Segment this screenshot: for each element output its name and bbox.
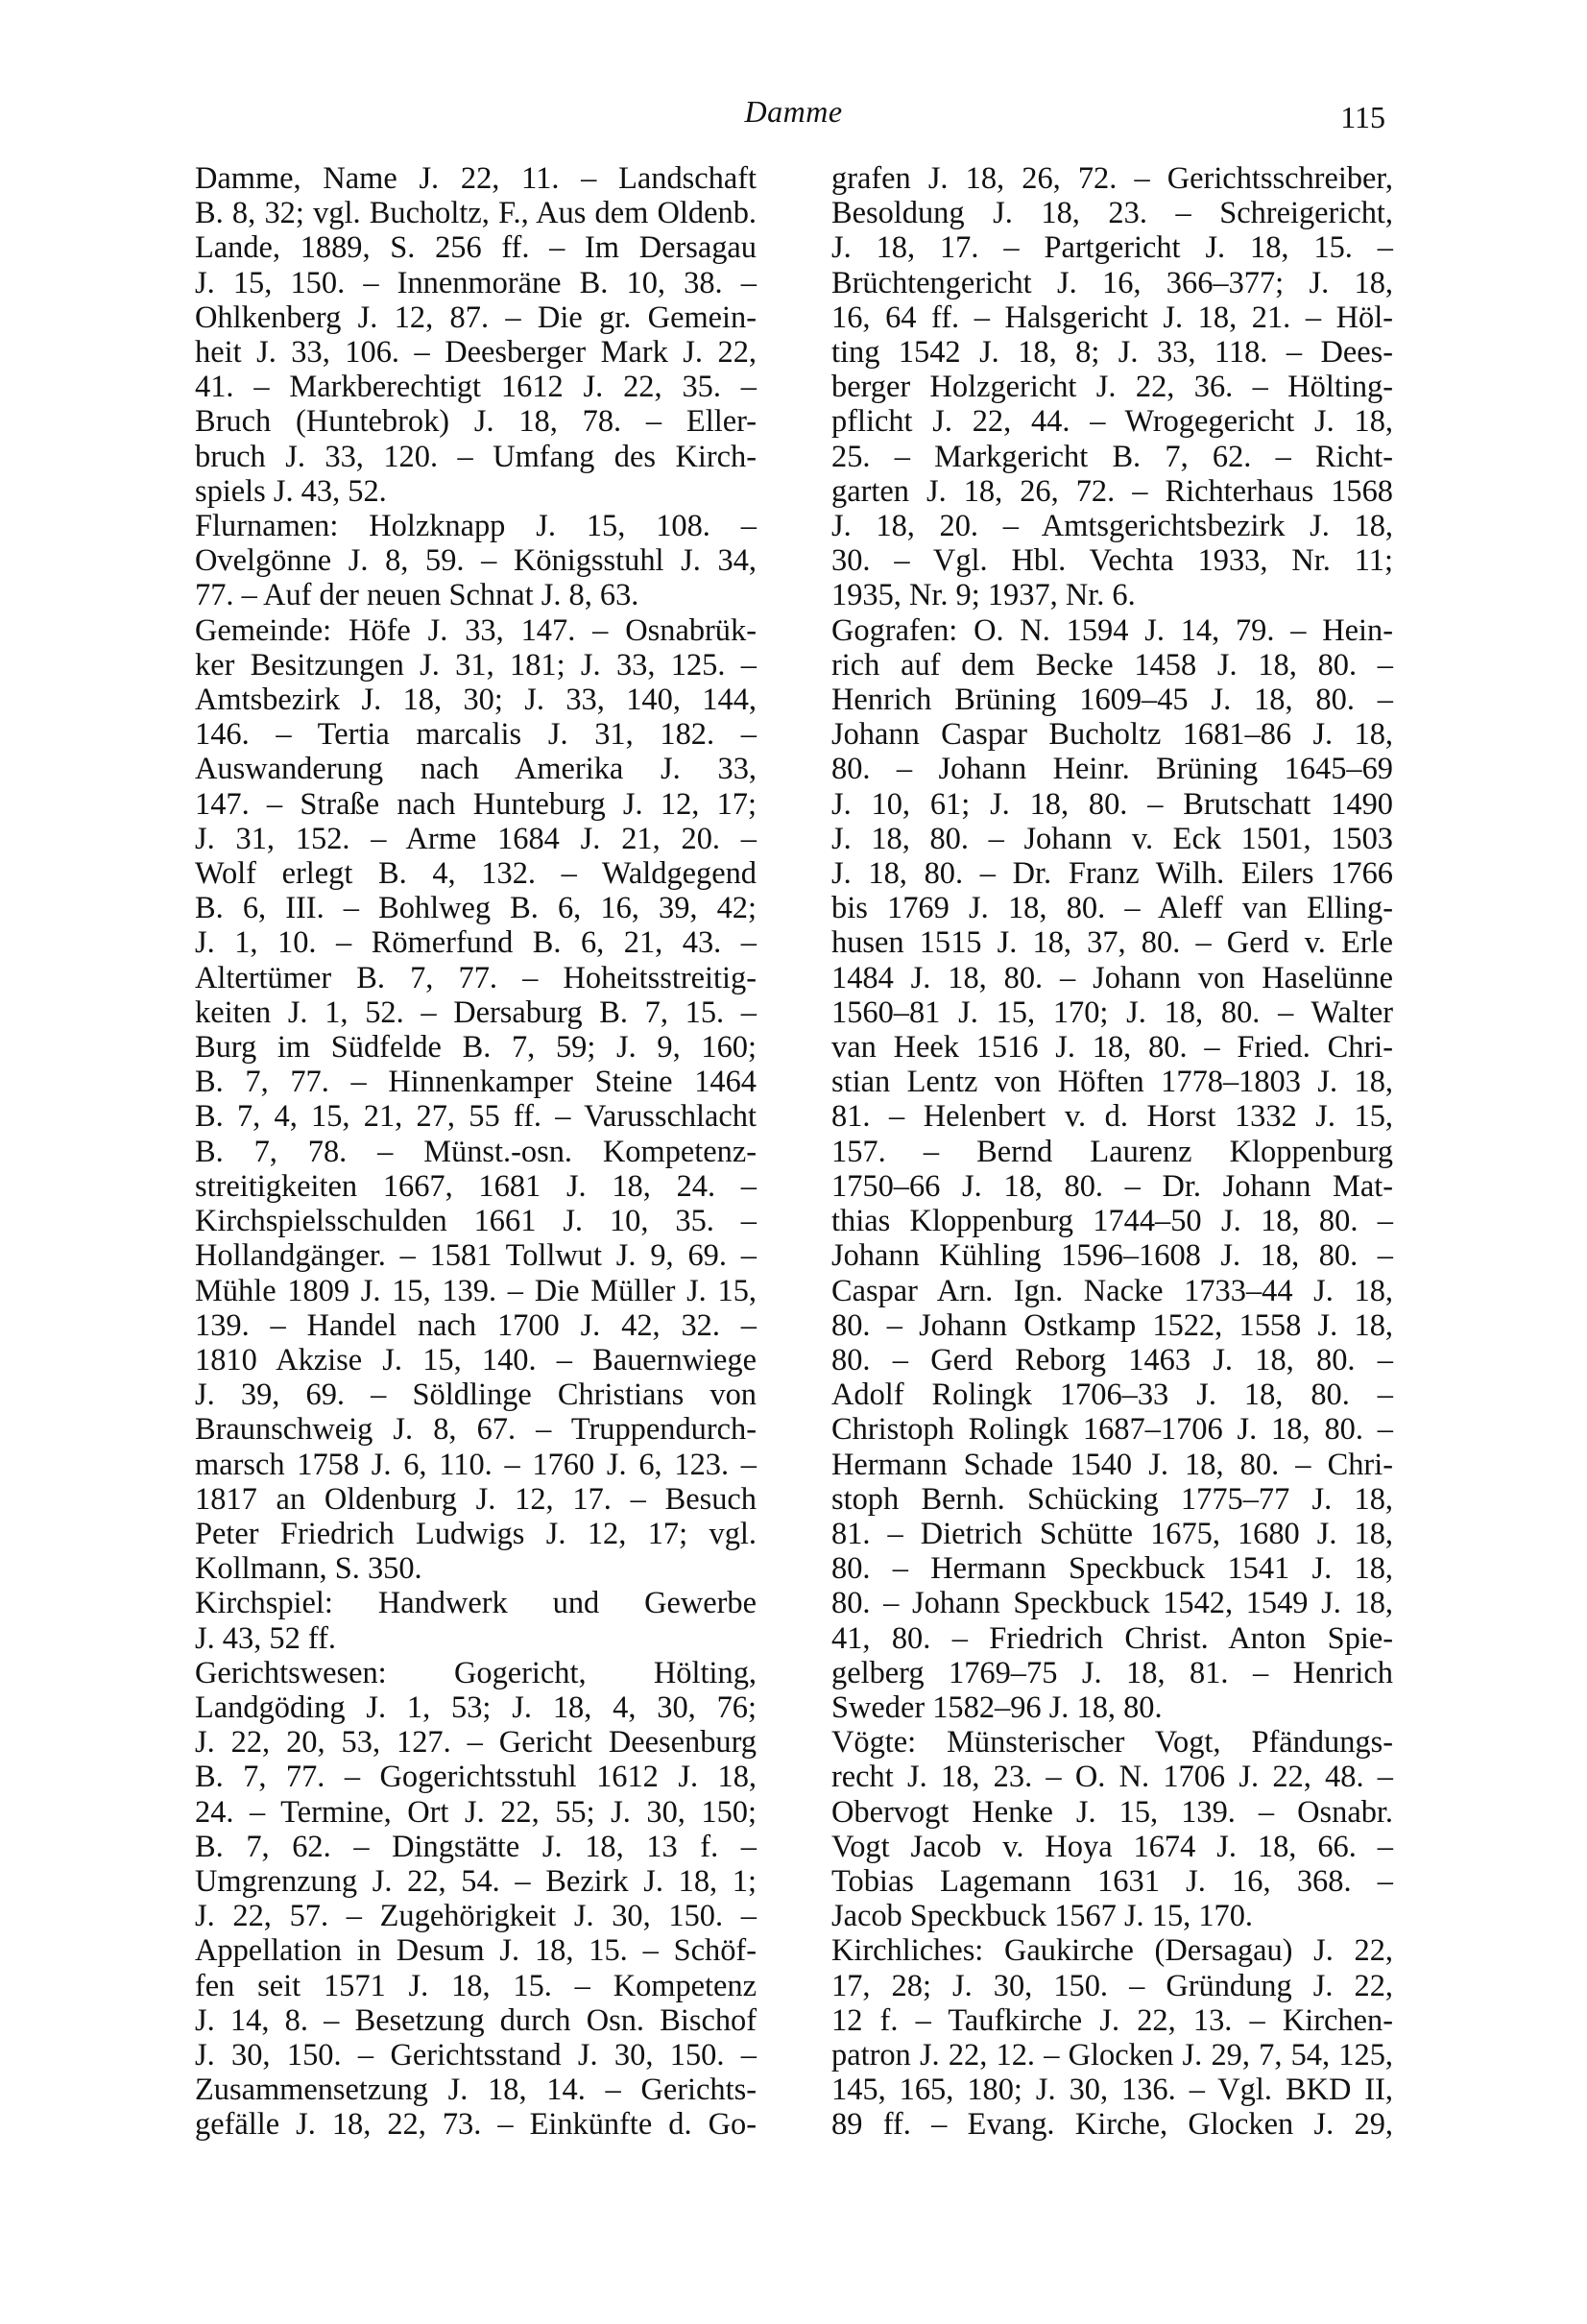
page-header bbox=[0, 94, 1587, 152]
index-line: 147. – Straße nach Hunteburg J. 12, 17; bbox=[195, 786, 757, 822]
index-line: 81. – Dietrich Schütte 1675, 1680 J. 18, bbox=[831, 1516, 1393, 1551]
index-line: Lande, 1889, S. 256 ff. – Im Dersagau bbox=[195, 230, 757, 266]
index-line: Henrich Brüning 1609–45 J. 18, 80. – bbox=[831, 683, 1393, 718]
index-line: 1750–66 J. 18, 80. – Dr. Johann Mat- bbox=[831, 1168, 1393, 1204]
index-line: Landgöding J. 1, 53; J. 18, 4, 30, 76; bbox=[195, 1689, 757, 1725]
index-line: Sweder 1582–96 J. 18, 80. bbox=[831, 1689, 1163, 1725]
index-line: Bruch (Huntebrok) J. 18, 78. – Eller- bbox=[195, 404, 757, 440]
index-line: B. 7, 62. – Dingstätte J. 18, 13 f. – bbox=[195, 1829, 757, 1864]
index-line: Gerichtswesen: Gogericht, Hölting, bbox=[195, 1655, 757, 1690]
running-head: Damme bbox=[744, 94, 843, 129]
index-line: 12 f. – Taufkirche J. 22, 13. – Kirchen- bbox=[831, 2002, 1393, 2038]
index-line: J. 18, 80. – Dr. Franz Wilh. Eilers 1766 bbox=[831, 856, 1393, 892]
index-line: Ohlkenberg J. 12, 87. – Die gr. Gemein- bbox=[195, 299, 757, 335]
index-line: fen seit 1571 J. 18, 15. – Kompetenz bbox=[195, 1968, 757, 2003]
index-line: Flurnamen: Holzknapp J. 15, 108. – bbox=[195, 509, 757, 544]
index-line: Johann Kühling 1596–1608 J. 18, 80. – bbox=[831, 1238, 1393, 1274]
index-line: rich auf dem Becke 1458 J. 18, 80. – bbox=[831, 647, 1393, 683]
index-line: Wolf erlegt B. 4, 132. – Waldgegend bbox=[195, 856, 757, 892]
index-line: garten J. 18, 26, 72. – Richterhaus 1568 bbox=[831, 473, 1393, 509]
index-line: B. 6, III. – Bohlweg B. 6, 16, 39, 42; bbox=[195, 891, 757, 926]
index-line: Auswanderung nach Amerika J. 33, bbox=[195, 752, 757, 787]
index-line: 1810 Akzise J. 15, 140. – Bauernwiege bbox=[195, 1342, 757, 1378]
index-line: 30. – Vgl. Hbl. Vechta 1933, Nr. 11; bbox=[831, 543, 1393, 579]
index-line: heit J. 33, 106. – Deesberger Mark J. 22, bbox=[195, 335, 757, 371]
index-line: Vogt Jacob v. Hoya 1674 J. 18, 66. – bbox=[831, 1829, 1393, 1864]
index-line: Kirchliches: Gaukirche (Dersagau) J. 22, bbox=[831, 1933, 1393, 1969]
index-line: Zusammensetzung J. 18, 14. – Gerichts- bbox=[195, 2072, 757, 2108]
index-line: Hollandgänger. – 1581 Tollwut J. 9, 69. – bbox=[195, 1238, 757, 1274]
index-line: Christoph Rolingk 1687–1706 J. 18, 80. – bbox=[831, 1412, 1393, 1448]
index-line: J. 31, 152. – Arme 1684 J. 21, 20. – bbox=[195, 821, 757, 856]
index-line: Umgrenzung J. 22, 54. – Bezirk J. 18, 1; bbox=[195, 1863, 757, 1899]
index-line: J. 18, 80. – Johann v. Eck 1501, 1503 bbox=[831, 821, 1393, 856]
index-line: van Heek 1516 J. 18, 80. – Fried. Chri- bbox=[831, 1030, 1393, 1066]
index-line: J. 39, 69. – Söldlinge Christians von bbox=[195, 1378, 757, 1413]
index-line: B. 7, 78. – Münst.-osn. Kompetenz- bbox=[195, 1134, 757, 1169]
index-line: thias Kloppenburg 1744–50 J. 18, 80. – bbox=[831, 1204, 1393, 1239]
index-line: Burg im Südfelde B. 7, 59; J. 9, 160; bbox=[195, 1030, 757, 1066]
index-line: 157. – Bernd Laurenz Kloppenburg bbox=[831, 1134, 1393, 1169]
index-line: J. 15, 150. – Innenmoräne B. 10, 38. – bbox=[195, 265, 757, 300]
index-line: grafen J. 18, 26, 72. – Gerichtsschreiber, bbox=[831, 161, 1393, 196]
index-line: Brüchtengericht J. 16, 366–377; J. 18, bbox=[831, 265, 1393, 300]
index-line: B. 7, 77. – Gogerichtsstuhl 1612 J. 18, bbox=[195, 1760, 757, 1795]
index-line: Gografen: O. N. 1594 J. 14, 79. – Hein- bbox=[831, 612, 1393, 648]
index-line: J. 14, 8. – Besetzung durch Osn. Bischof bbox=[195, 2002, 757, 2038]
index-line: 77. – Auf der neuen Schnat J. 8, 63. bbox=[195, 578, 639, 613]
index-line: B. 7, 4, 15, 21, 27, 55 ff. – Varusschlacht bbox=[195, 1099, 757, 1135]
index-line: 17, 28; J. 30, 150. – Gründung J. 22, bbox=[831, 1968, 1393, 2003]
index-line: 80. – Johann Speckbuck 1542, 1549 J. 18, bbox=[831, 1586, 1393, 1621]
index-line: Gemeinde: Höfe J. 33, 147. – Osnabrük- bbox=[195, 612, 757, 648]
index-line: Altertümer B. 7, 77. – Hoheitsstreitig- bbox=[195, 960, 757, 995]
index-line: 24. – Termine, Ort J. 22, 55; J. 30, 150; bbox=[195, 1794, 757, 1830]
index-line: 145, 165, 180; J. 30, 136. – Vgl. BKD II, bbox=[831, 2072, 1393, 2108]
index-line: 80. – Hermann Speckbuck 1541 J. 18, bbox=[831, 1551, 1393, 1587]
index-line: J. 18, 17. – Partgericht J. 18, 15. – bbox=[831, 230, 1393, 266]
index-line: pflicht J. 22, 44. – Wrogegericht J. 18, bbox=[831, 404, 1393, 440]
index-line: Kollmann, S. 350. bbox=[195, 1551, 422, 1587]
index-line: 146. – Tertia marcalis J. 31, 182. – bbox=[195, 717, 757, 753]
index-line: J. 22, 57. – Zugehörigkeit J. 30, 150. – bbox=[195, 1899, 757, 1934]
index-line: J. 30, 150. – Gerichtsstand J. 30, 150. – bbox=[195, 2037, 757, 2072]
index-line: J. 1, 10. – Römerfund B. 6, 21, 43. – bbox=[195, 925, 757, 961]
index-line: 41, 80. – Friedrich Christ. Anton Spie- bbox=[831, 1620, 1393, 1656]
index-line: Ovelgönne J. 8, 59. – Königsstuhl J. 34, bbox=[195, 543, 757, 579]
page-number: 115 bbox=[1340, 100, 1385, 134]
index-line: Caspar Arn. Ign. Nacke 1733–44 J. 18, bbox=[831, 1273, 1393, 1308]
index-line: Tobias Lagemann 1631 J. 16, 368. – bbox=[831, 1863, 1393, 1899]
index-line: stoph Bernh. Schücking 1775–77 J. 18, bbox=[831, 1481, 1393, 1517]
index-line: gelberg 1769–75 J. 18, 81. – Henrich bbox=[831, 1655, 1393, 1690]
index-line: J. 10, 61; J. 18, 80. – Brutschatt 1490 bbox=[831, 786, 1393, 822]
index-line: B. 8, 32; vgl. Bucholtz, F., Aus dem Oldenb. bbox=[195, 196, 757, 231]
index-column-left bbox=[195, 161, 757, 2143]
index-line: 25. – Markgericht B. 7, 62. – Richt- bbox=[831, 439, 1393, 474]
index-line: marsch 1758 J. 6, 110. – 1760 J. 6, 123. – bbox=[195, 1447, 757, 1482]
index-line: berger Holzgericht J. 22, 36. – Hölting- bbox=[831, 370, 1393, 405]
index-column-right bbox=[831, 161, 1393, 2143]
index-line: Braunschweig J. 8, 67. – Truppendurch- bbox=[195, 1412, 757, 1448]
index-line: bis 1769 J. 18, 80. – Aleff van Elling- bbox=[831, 891, 1393, 926]
index-line: Johann Caspar Bucholtz 1681–86 J. 18, bbox=[831, 717, 1393, 753]
index-line: J. 43, 52 ff. bbox=[195, 1620, 336, 1656]
index-line: Damme, Name J. 22, 11. – Landschaft bbox=[195, 161, 757, 196]
index-line: keiten J. 1, 52. – Dersaburg B. 7, 15. – bbox=[195, 994, 757, 1030]
index-line: Besoldung J. 18, 23. – Schreigericht, bbox=[831, 196, 1393, 231]
index-line: ker Besitzungen J. 31, 181; J. 33, 125. – bbox=[195, 647, 757, 683]
index-line: Amtsbezirk J. 18, 30; J. 33, 140, 144, bbox=[195, 683, 757, 718]
index-line: stian Lentz von Höften 1778–1803 J. 18, bbox=[831, 1065, 1393, 1100]
index-line: 1935, Nr. 9; 1937, Nr. 6. bbox=[831, 578, 1136, 613]
index-line: 1484 J. 18, 80. – Johann von Haselünne bbox=[831, 960, 1393, 995]
index-line: spiels J. 43, 52. bbox=[195, 473, 387, 509]
index-line: streitigkeiten 1667, 1681 J. 18, 24. – bbox=[195, 1168, 757, 1204]
index-line: Kirchspiel: Handwerk und Gewerbe bbox=[195, 1586, 757, 1621]
index-line: J. 22, 20, 53, 127. – Gericht Deesenburg bbox=[195, 1725, 757, 1761]
index-line: 41. – Markberechtigt 1612 J. 22, 35. – bbox=[195, 370, 757, 405]
index-line: Vögte: Münsterischer Vogt, Pfändungs- bbox=[831, 1725, 1393, 1761]
index-line: Appellation in Desum J. 18, 15. – Schöf- bbox=[195, 1933, 757, 1969]
index-line: Adolf Rolingk 1706–33 J. 18, 80. – bbox=[831, 1378, 1393, 1413]
index-line: Kirchspielsschulden 1661 J. 10, 35. – bbox=[195, 1204, 757, 1239]
index-line: 1560–81 J. 15, 170; J. 18, 80. – Walter bbox=[831, 994, 1393, 1030]
index-line: 1817 an Oldenburg J. 12, 17. – Besuch bbox=[195, 1481, 757, 1517]
index-line: B. 7, 77. – Hinnenkamper Steine 1464 bbox=[195, 1065, 757, 1100]
index-line: husen 1515 J. 18, 37, 80. – Gerd v. Erle bbox=[831, 925, 1393, 961]
index-line: 80. – Johann Ostkamp 1522, 1558 J. 18, bbox=[831, 1307, 1393, 1343]
index-line: patron J. 22, 12. – Glocken J. 29, 7, 54, 125, bbox=[831, 2037, 1393, 2072]
index-line: Peter Friedrich Ludwigs J. 12, 17; vgl. bbox=[195, 1516, 757, 1551]
index-line: 81. – Helenbert v. d. Horst 1332 J. 15, bbox=[831, 1099, 1393, 1135]
index-line: 139. – Handel nach 1700 J. 42, 32. – bbox=[195, 1307, 757, 1343]
index-line: Mühle 1809 J. 15, 139. – Die Müller J. 15, bbox=[195, 1273, 757, 1308]
index-line: 80. – Johann Heinr. Brüning 1645–69 bbox=[831, 752, 1393, 787]
index-line: gefälle J. 18, 22, 73. – Einkünfte d. Go- bbox=[195, 2107, 757, 2143]
index-line: ting 1542 J. 18, 8; J. 33, 118. – Dees- bbox=[831, 335, 1393, 371]
index-line: 80. – Gerd Reborg 1463 J. 18, 80. – bbox=[831, 1342, 1393, 1378]
index-line: Obervogt Henke J. 15, 139. – Osnabr. bbox=[831, 1794, 1393, 1830]
index-line: bruch J. 33, 120. – Umfang des Kirch- bbox=[195, 439, 757, 474]
index-line: 89 ff. – Evang. Kirche, Glocken J. 29, bbox=[831, 2107, 1393, 2143]
index-line: recht J. 18, 23. – O. N. 1706 J. 22, 48. – bbox=[831, 1760, 1393, 1795]
index-line: Jacob Speckbuck 1567 J. 15, 170. bbox=[831, 1899, 1254, 1934]
index-line: J. 18, 20. – Amtsgerichtsbezirk J. 18, bbox=[831, 509, 1393, 544]
index-line: 16, 64 ff. – Halsgericht J. 18, 21. – Höl- bbox=[831, 299, 1393, 335]
index-line: Hermann Schade 1540 J. 18, 80. – Chri- bbox=[831, 1447, 1393, 1482]
